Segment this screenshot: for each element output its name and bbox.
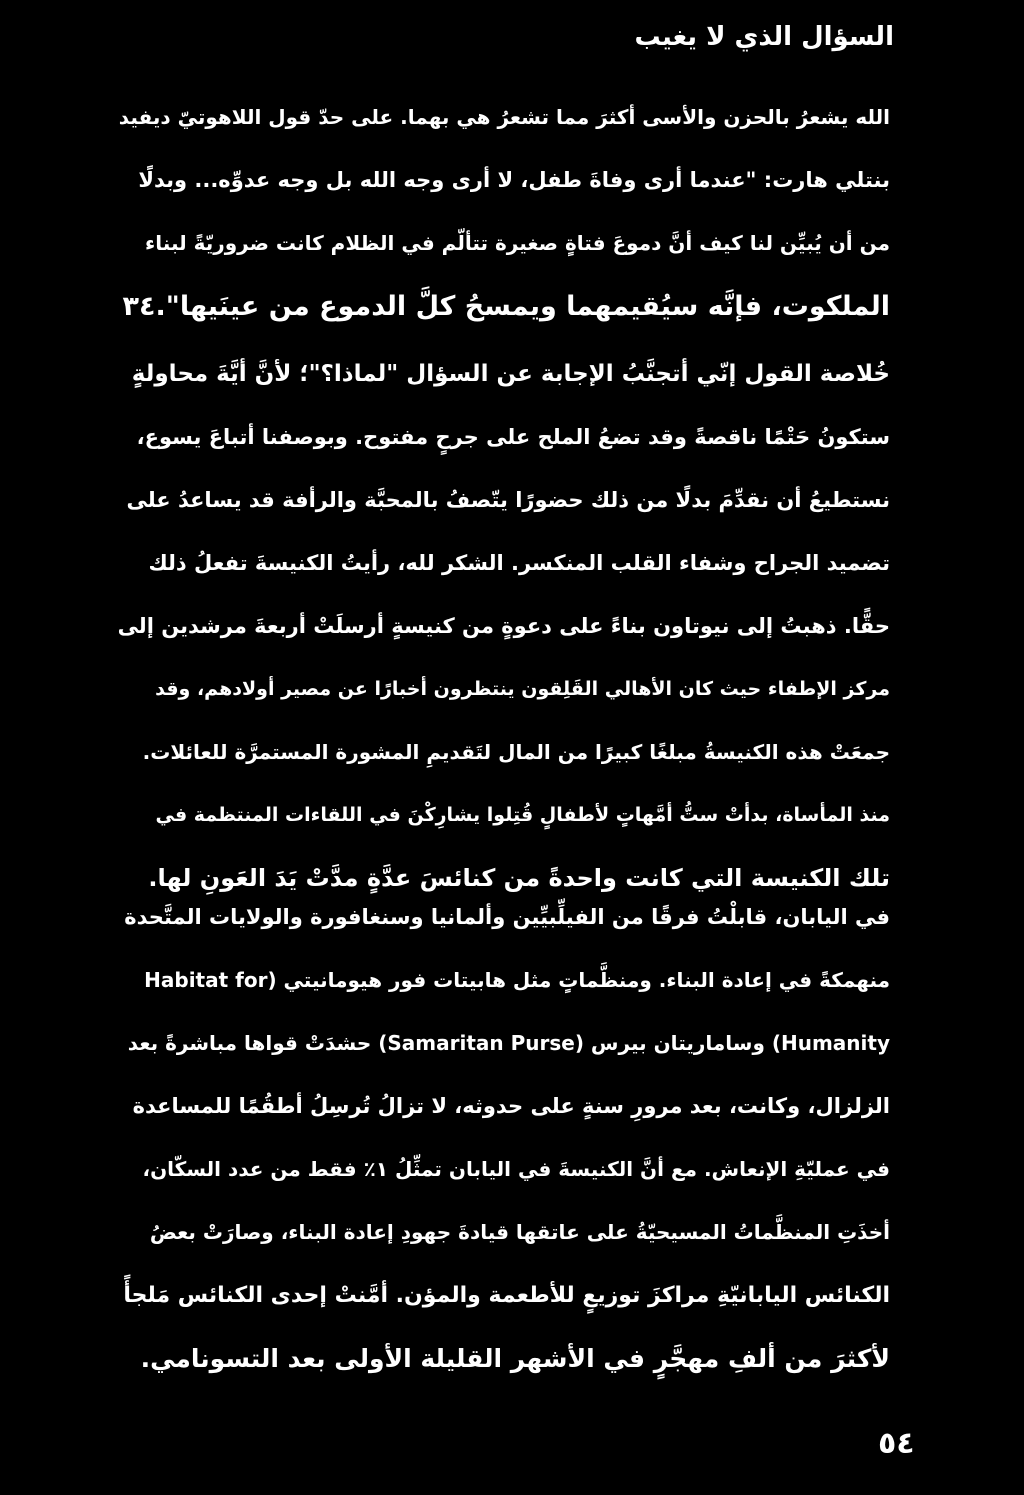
text-line: من أن يُبيِّن لنا كيف أنَّ دموعَ فتاةٍ صغيرة تتألّم في الظلام كانت ضروريّةً لبناء: [145, 231, 890, 255]
text-line: خُلاصة القول إنّي أتجنَّبُ الإجابة عن السؤال "لماذا؟"؛ لأنَّ أيَّةَ محاولةٍ: [131, 361, 890, 387]
page-number: ٥٤: [878, 1426, 915, 1461]
paragraph-1: [118, 86, 890, 338]
text-line: جمعَتْ هذه الكنيسةُ مبلغًا كبيرًا من المال لتَقديمِ المشورة المستمرَّة للعائلات.: [142, 740, 890, 764]
text-line: منهمكةً في إعادة البناء. ومنظَّماتٍ مثل هابيتات فور هيومانيتي (Habitat for: [144, 968, 890, 992]
text-line: Humanity) وساماريتان بيرس (Samaritan Purse) حشدَتْ قواها مباشرةً بعد: [127, 1031, 890, 1055]
text-line: الملكوت، فإنَّه سيُقيمهما ويمسحُ كلَّ الدموع من عينَيها".٣٤: [122, 291, 890, 322]
text-line: في اليابان، قابلْتُ فرقًا من الفيلِّبيِّين وألمانيا وسنغافورة والولايات المتَّحدة: [124, 905, 890, 929]
text-line: الكنائس اليابانيّةِ مراكزَ توزيعٍ للأطعمة والمؤن. أمَّنتْ إحدى الكنائس مَلجأً: [123, 1283, 890, 1308]
paragraph-3: [118, 886, 890, 1390]
text-line: بنتلي هارت: "عندما أرى وفاةَ طفل، لا أرى وجه الله بل وجه عدوِّه... وبدلًا: [138, 168, 890, 192]
text-line: في عمليّةِ الإنعاش. مع أنَّ الكنيسةَ في اليابان تمثِّلُ ١٪ فقط من عدد السكّان،: [142, 1157, 890, 1181]
text-line: تضميد الجراح وشفاء القلب المنكسر. الشكر لله، رأيتُ الكنيسةَ تفعلُ ذلك: [148, 551, 890, 575]
text-line: حقًّا. ذهبتُ إلى نيوتاون بناءً على دعوةٍ من كنيسةٍ أرسلَتْ أربعةَ مرشدين إلى: [117, 614, 890, 638]
text-line: منذ المأساة، بدأتْ ستُّ أمَّهاتٍ لأطفالٍ قُتِلوا يشارِكْنَ في اللقاءات المنتظمة في: [155, 804, 890, 826]
text-line: مركز الإطفاء حيث كان الأهالي القَلِقون ينتظرون أخبارًا عن مصير أولادهم، وقد: [155, 678, 890, 700]
text-line: أخذَتِ المنظَّماتُ المسيحيّةُ على عاتقها قيادةَ جهودِ إعادة البناء، وصارَتْ بعضُ: [149, 1220, 890, 1244]
text-line: الزلزال، وكانت، بعد مرورِ سنةٍ على حدوثه، لا تزالُ تُرسِلُ أطقُمًا للمساعدة: [132, 1094, 890, 1118]
running-head: السؤال الذي لا يغيب: [634, 22, 894, 52]
paragraph-2: [118, 343, 890, 910]
text-line: لأكثرَ من ألفِ مهجَّرٍ في الأشهر القليلة الأولى بعد التسونامي.: [140, 1344, 890, 1373]
text-line: الله يشعرُ بالحزن والأسى أكثرَ مما تشعرُ هي بهما. على حدّ قول اللاهوتيّ ديفيد: [118, 105, 890, 129]
text-line: ستكونُ حَتْمًا ناقصةً وقد تضعُ الملح على جرحٍ مفتوح. وبوصفنا أتباعَ يسوع،: [136, 425, 890, 449]
text-line: نستطيعُ أن نقدِّمَ بدلًا من ذلك حضورًا يتّصفُ بالمحبَّة والرأفة قد يساعدُ على: [126, 488, 890, 512]
text-line: تلك الكنيسة التي كانت واحدةً من كنائسَ عدَّةٍ مدَّتْ يَدَ العَونِ لها.: [148, 864, 890, 892]
